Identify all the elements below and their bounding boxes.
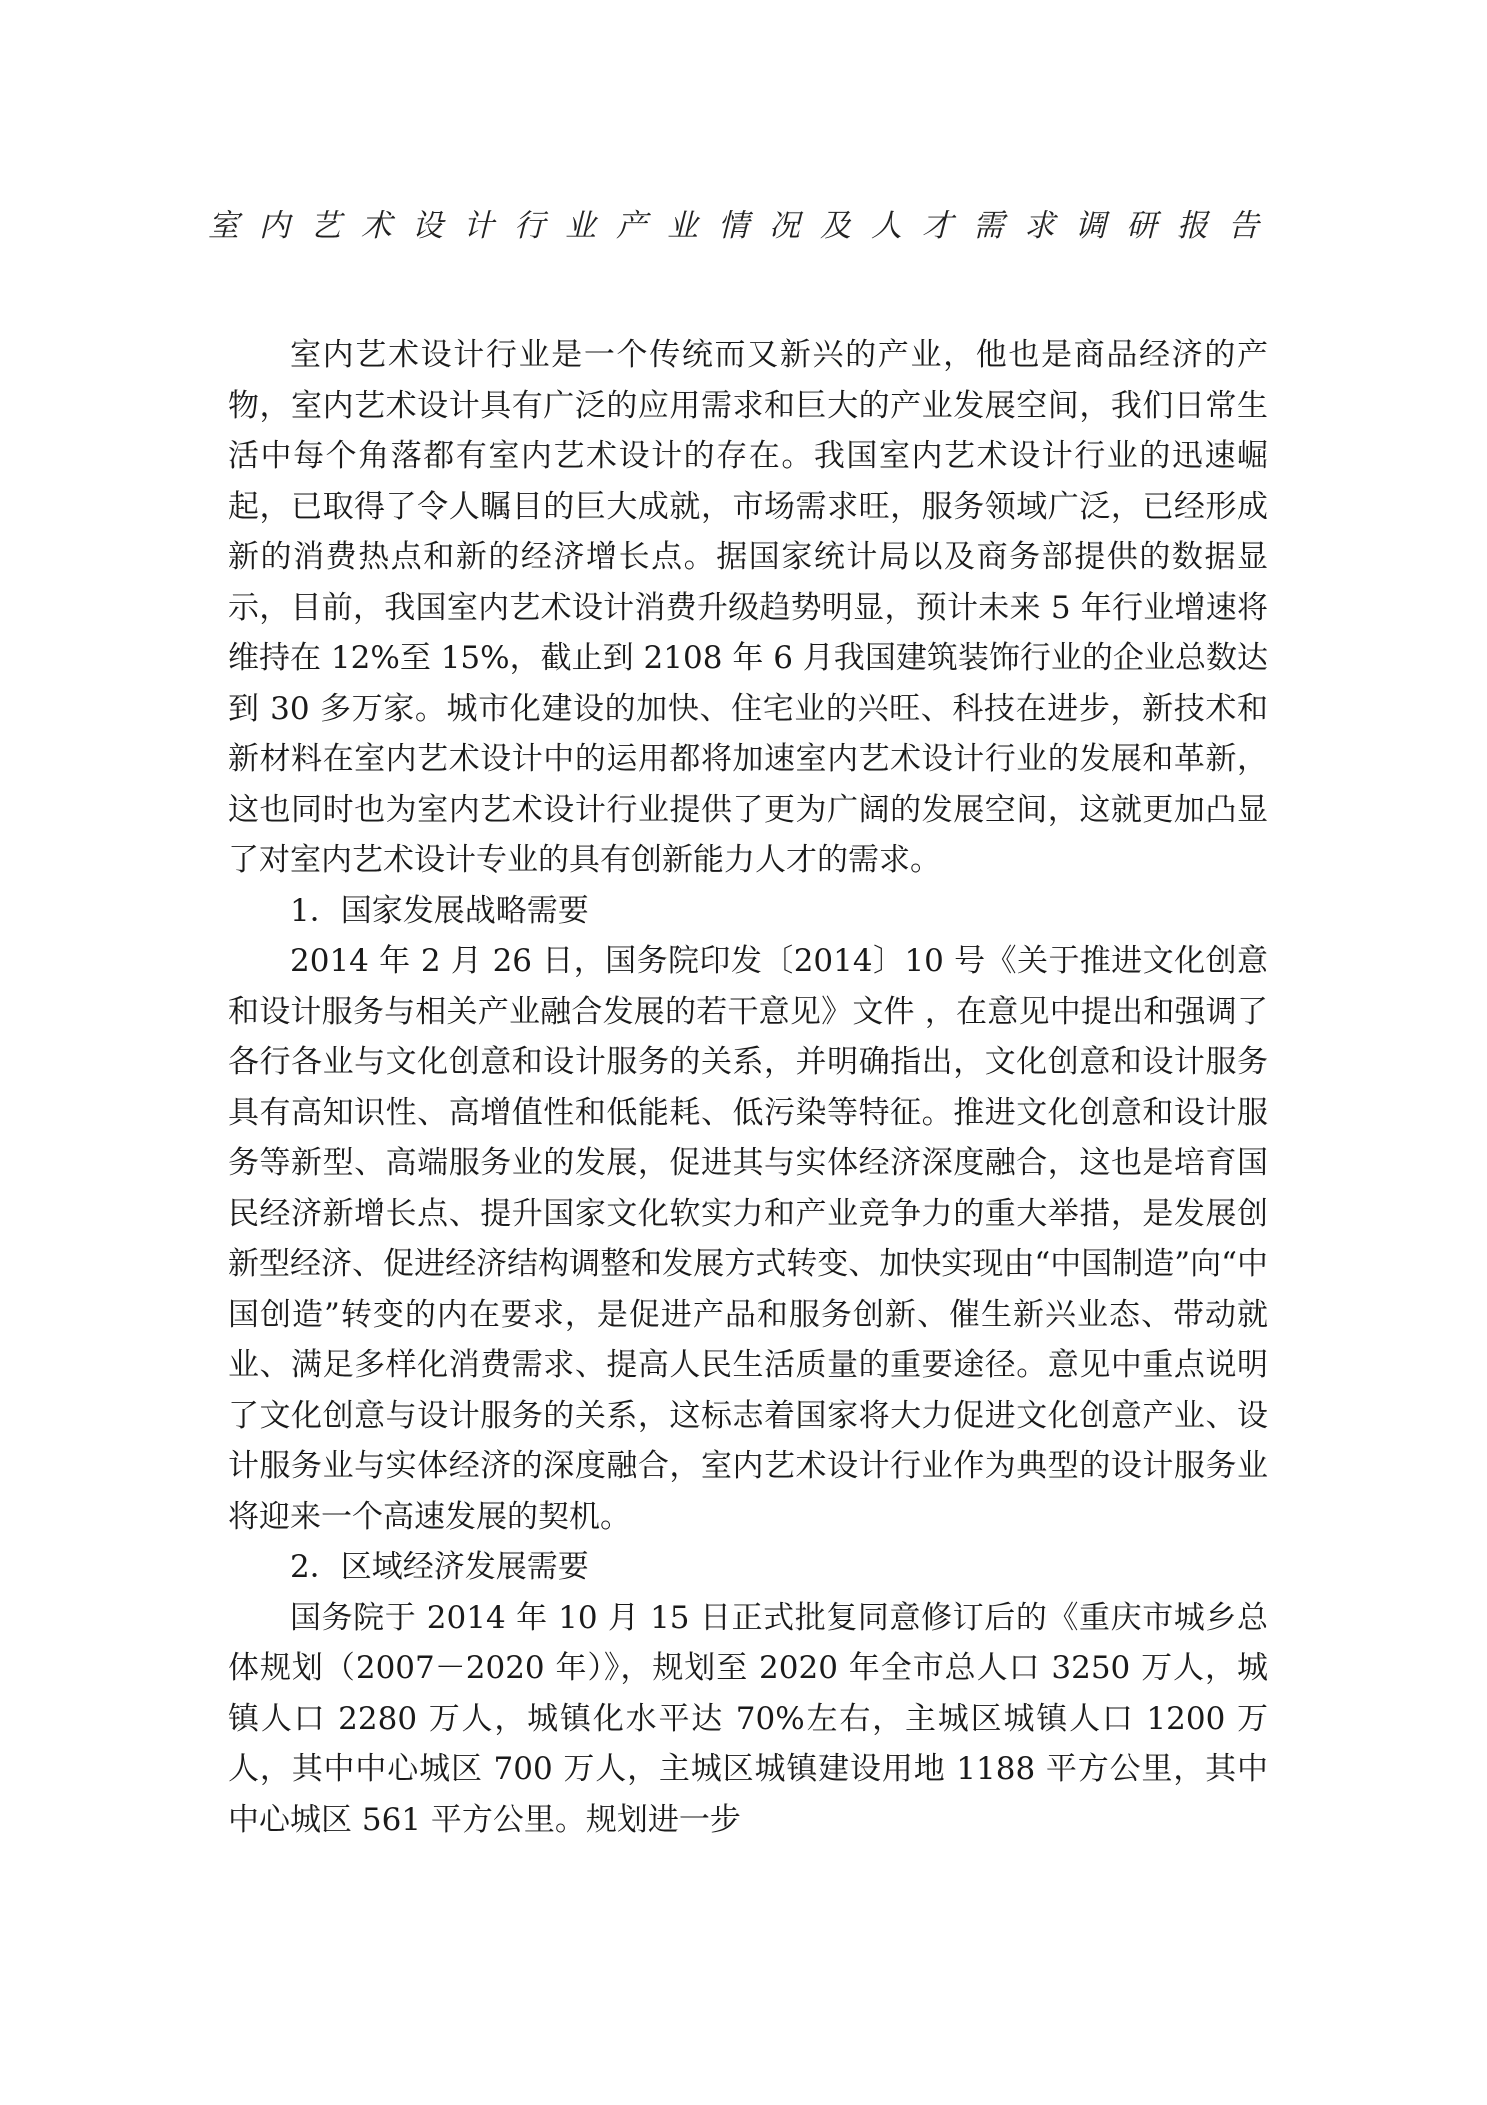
section-1-paragraph: 2014 年 2 月 26 日，国务院印发〔2014〕10 号《关于推进文化创意和设计服务与相关产业融合发展的若干意见》文件 ，在意见中提出和强调了各行各业与文化创意和设计服务的关系，并明确指出，文化创意和设计服务具有高知识性、高增值性和低能耗、低污染等特征。推进文化创意和设计服务等新型、高端服务业的发展，促进其与实体经济深度融合，这也是培育国民经济新增长点、提升国家文化软实力和产业竞争力的重大举措，是发展创新型经济、促进经济结构调整和发展方式转变、加快实现由“中国制造”向“中国创造”转变的内在要求，是促进产品和服务创新、催生新兴业态、带动就业、满足多样化消费需求、提高人民生活质量的重要途径。意见中重点说明了文化创意与设计服务的关系，这标志着国家将大力促进文化创意产业、设计服务业与实体经济的深度融合，室内艺术设计行业作为典型的设计服务业将迎来一个高速发展的契机。 [228,943,1268,1535]
document-title: 室内艺术设计行业产业情况及人才需求调研报告 [208,208,1279,244]
section-1-heading: 1．国家发展战略需要 [290,892,589,929]
section-2-paragraph: 国务院于 2014 年 10 月 15 日正式批复同意修订后的《重庆市城乡总体规划（2007－2020 年）》，规划至 2020 年全市总人口 3250 万人，城镇人口 2280 万人，城镇化水平达 70%左右，主城区城镇人口 1200 万人，其中中心城区 700 万人，主城区城镇建设用地 1188 平方公里，其中中心城区 561 平方公里。规划进一步 [228,1599,1268,1838]
intro-paragraph: 室内艺术设计行业是一个传统而又新兴的产业，他也是商品经济的产物，室内艺术设计具有广泛的应用需求和巨大的产业发展空间，我们日常生活中每个角落都有室内艺术设计的存在。我国室内艺术设计行业的迅速崛起，已取得了令人瞩目的巨大成就，市场需求旺，服务领域广泛，已经形成新的消费热点和新的经济增长点。据国家统计局以及商务部提供的数据显示，目前，我国室内艺术设计消费升级趋势明显，预计未来 5 年行业增速将维持在 12%至 15%，截止到 2108 年 6 月我国建筑装饰行业的企业总数达到 30 多万家。城市化建设的加快、住宅业的兴旺、科技在进步，新技术和新材料在室内艺术设计中的运用都将加速室内艺术设计行业的发展和革新，这也同时也为室内艺术设计行业提供了更为广阔的发展空间，这就更加凸显了对室内艺术设计专业的具有创新能力人才的需求。 [228,337,1268,878]
document-body [228,330,1268,1845]
section-2-heading: 2．区域经济发展需要 [290,1549,589,1585]
